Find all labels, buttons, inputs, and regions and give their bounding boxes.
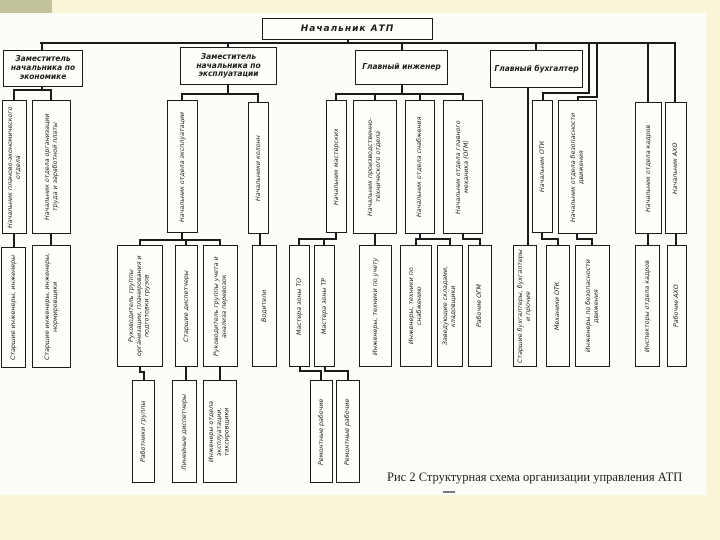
- connector-line: [335, 93, 464, 95]
- org-box-label: Начальники колонн: [254, 135, 262, 201]
- figure-caption: Рис 2 Структурная схема организации управления АТП: [387, 470, 683, 484]
- org-box-aho: [665, 102, 687, 234]
- org-box-label: Рабочие АХО: [673, 284, 681, 328]
- org-box-label: Начальник производственно-технического отдела: [367, 117, 382, 217]
- org-box-rab-aho: [667, 245, 687, 367]
- org-box-label: Начальник отдела кадров: [644, 124, 652, 212]
- connector-line: [647, 44, 649, 103]
- org-box-label: Работники группы: [139, 400, 147, 463]
- org-box-oper-dept: [167, 100, 198, 233]
- connector-line: [181, 93, 259, 95]
- connector-line: [40, 42, 676, 44]
- org-box-drivers: [252, 245, 277, 367]
- org-box-mast-to: [289, 245, 310, 367]
- org-box-econ-labor: [32, 100, 71, 234]
- connector-line: [13, 89, 52, 91]
- org-box-label: Начальник отдела организации труда и заработной платы: [43, 113, 59, 221]
- org-box-label: Начальник мастерских: [332, 128, 340, 205]
- connector-line: [588, 44, 590, 94]
- org-box-grp-acc: [203, 245, 238, 367]
- org-box-label: Механики ОТК: [554, 281, 562, 331]
- org-box-label: Заместитель начальника по экономике: [10, 54, 76, 81]
- org-box-label: Заведующие складами, кладовщики: [442, 266, 457, 346]
- org-box-rem2: [336, 380, 360, 483]
- org-box-label: Начальник отдела эксплуатации: [178, 111, 186, 222]
- connector-line: [185, 367, 187, 381]
- org-box-grp-org: [117, 245, 163, 367]
- org-box-label: Начальник АТП: [300, 23, 395, 34]
- org-box-dep-econ: [3, 50, 83, 87]
- org-box-label: Начальник ОТК: [538, 140, 546, 193]
- org-box-label: Ремонтные рабочие: [344, 398, 352, 465]
- org-box-atp: [262, 18, 433, 40]
- org-box-label: Главный инженер: [362, 62, 441, 72]
- org-box-label: Линейные диспетчеры: [180, 393, 188, 470]
- org-box-columns: [248, 102, 269, 234]
- org-box-rem1: [310, 380, 333, 483]
- org-box-pto: [353, 100, 397, 234]
- connector-line: [298, 238, 337, 240]
- org-box-label: Старшие диспетчеры: [182, 270, 190, 342]
- org-box-label: Водители: [260, 289, 268, 323]
- org-box-otk: [532, 100, 553, 233]
- connector-line: [527, 88, 529, 245]
- org-box-label: Инженеры, техники по учету: [371, 257, 379, 355]
- org-box-eng-taks: [203, 380, 237, 483]
- org-box-label: Руководитель группы учета и анализа перевозок: [212, 256, 228, 356]
- org-box-supply: [405, 100, 435, 234]
- connector-line: [415, 238, 451, 240]
- org-box-label: Главный бухгалтер: [494, 63, 579, 73]
- org-box-ogm: [443, 100, 483, 234]
- org-box-disp-lin: [172, 380, 197, 483]
- connector-line: [13, 234, 15, 247]
- org-box-label: Рабочие ОГМ: [476, 284, 484, 328]
- org-box-acc-sr: [513, 245, 537, 367]
- org-box-label: Инженеры по безопасности движения: [584, 259, 600, 353]
- connector-line: [596, 44, 598, 98]
- org-box-label: Старшие бухгалтеры, бухгалтеры и прочие: [517, 249, 532, 363]
- org-box-label: Начальник отдела главного механика (ОГМ): [455, 120, 470, 214]
- org-box-sklad: [437, 245, 463, 367]
- org-box-label: Начальник АХО: [672, 142, 680, 194]
- org-box-chief-acc: [490, 50, 583, 88]
- org-box-econ-plan: [2, 100, 27, 234]
- org-box-eng1: [1, 247, 26, 368]
- org-box-mast-tr: [314, 245, 335, 367]
- org-box-eng2: [32, 245, 71, 368]
- org-chart-canvas: [0, 13, 706, 495]
- connector-line: [139, 239, 221, 241]
- org-box-chief-eng: [355, 50, 448, 85]
- scan-artifact-dash: [443, 491, 455, 493]
- org-box-eng-bd: [575, 245, 610, 367]
- org-box-rab-grp: [132, 380, 155, 483]
- org-box-label: Инспекторы отдела кадров: [643, 260, 651, 352]
- org-box-hr: [635, 102, 662, 234]
- org-box-label: Начальник отдела безопасности движения: [569, 112, 585, 222]
- org-box-label: Начальник отдела снабжения: [416, 116, 424, 218]
- org-box-insp-hr: [635, 245, 660, 367]
- org-box-dep-oper: [180, 47, 277, 85]
- org-box-label: Инженеры, техники по снабжению: [408, 267, 423, 345]
- org-box-workshops: [326, 100, 347, 233]
- org-box-rab-ogm: [468, 245, 492, 367]
- connector-line: [324, 370, 349, 372]
- org-box-label: Мастера зоны ТР: [320, 277, 328, 335]
- org-box-disp-sr: [175, 245, 198, 367]
- org-box-label: Заместитель начальника по эксплуатации: [196, 51, 261, 79]
- slide-accent-block: [0, 0, 52, 14]
- org-box-label: Инженеры отдела эксплуатации, таксировщики: [208, 401, 231, 462]
- org-box-label: Мастера зоны ТО: [295, 277, 303, 335]
- org-box-eng-uchet: [359, 245, 392, 367]
- org-box-mech-otk: [546, 245, 570, 367]
- connector-line: [542, 92, 590, 94]
- connector-line: [219, 367, 221, 381]
- org-box-label: Ремонтные рабочие: [317, 398, 325, 465]
- org-box-label: Руководитель группы организации, планирования и подготовки грузов: [128, 255, 151, 357]
- org-box-safety: [558, 100, 597, 234]
- connector-line: [674, 44, 676, 103]
- org-box-label: Начальник планово-экономического отдела: [6, 106, 22, 228]
- org-box-eng-snab: [400, 245, 432, 367]
- org-box-label: Старшие инженеры, инженеры, нормировщики: [43, 252, 59, 361]
- connector-line: [299, 370, 322, 372]
- org-box-label: Старшие инженеры, инженеры: [9, 254, 17, 361]
- connector-line: [577, 96, 598, 98]
